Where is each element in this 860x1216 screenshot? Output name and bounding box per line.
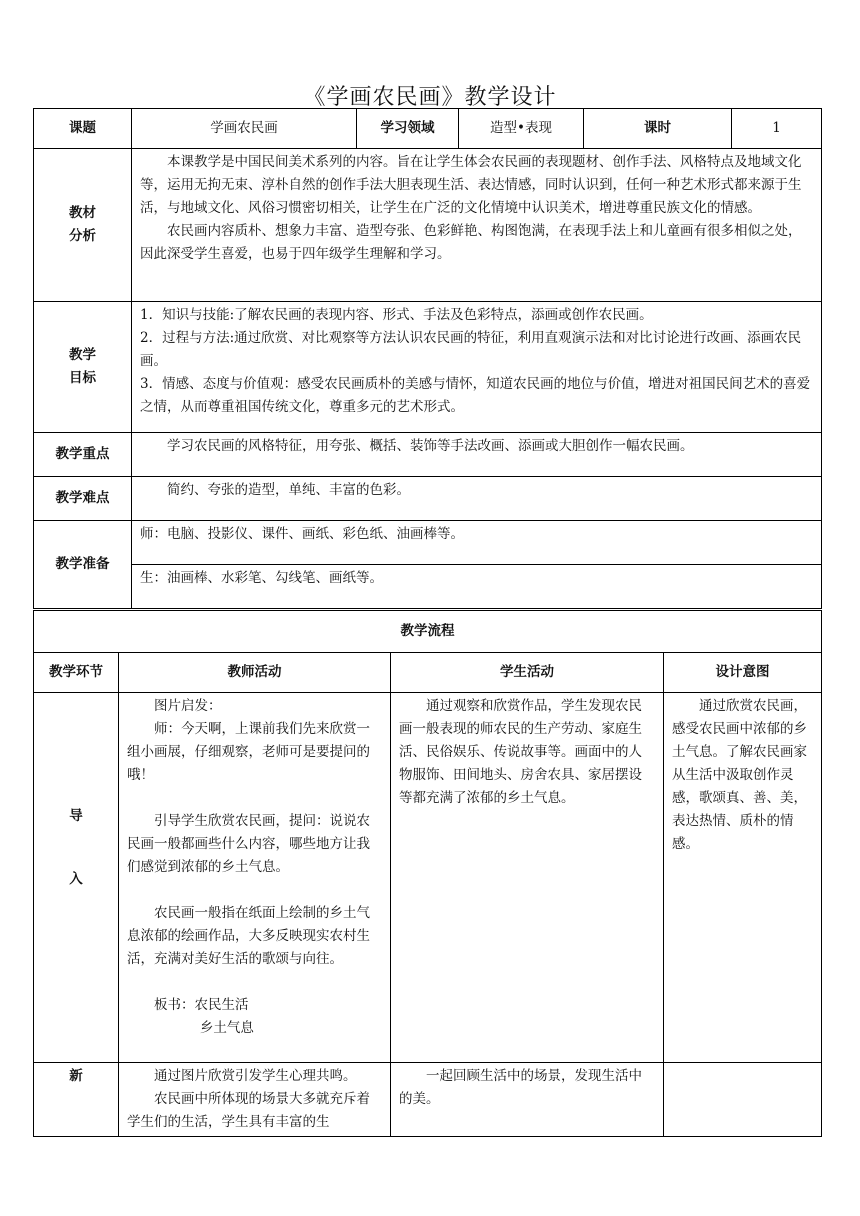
new-teacher-activity: 通过图片欣赏引发学生心理共鸣。 农民画中所体现的场景大多就充斥着学生们的生活，学生具有丰富的生 [119, 1063, 391, 1137]
goal-item: 1．知识与技能:了解农民画的表现内容、形式、手法及色彩特点，添画或创作农民画。 [140, 307, 653, 323]
key-points-content: 学习农民画的风格特征，用夸张、概括、装饰等手法改画、添画或大胆创作一幅农民画。 [132, 433, 822, 477]
lesson-info-table [33, 108, 822, 609]
preparation-teacher: 师：电脑、投影仪、课件、画纸、彩色纸、油画棒等。 [132, 521, 822, 565]
flow-header-teacher: 教师活动 [119, 653, 391, 693]
analysis-paragraph: 农民画内容质朴、想象力丰富、造型夸张、色彩鲜艳、构图饱满，在表现手法上和儿童画有很多相似之处，因此深受学生喜爱，也易于四年级学生理解和学习。 [140, 223, 802, 262]
key-points-label: 教学重点 [34, 433, 132, 477]
goals-content [132, 302, 822, 433]
analysis-paragraph: 本课教学是中国民间美术系列的内容。旨在让学生体会农民画的表现题材、创作手法、风格特点及地域文化等，运用无拘无束、淳朴自然的创作手法大胆表现生活、表达情感，同时认识到，任何一种艺术形式都来源于生活，与地域文化、风俗习惯密切相关，让学生在广泛的文化情境中认识美术，增进尊重民族文化的情感。 [140, 154, 802, 216]
topic-value: 学画农民画 [132, 109, 357, 149]
goal-item: 3．情感、态度与价值观：感受农民画质朴的美感与情怀，知道农民画的地位与价值，增进对祖国民间艺术的喜爱之情，从而尊重祖国传统文化，尊重多元的艺术形式。 [140, 376, 811, 415]
domain-value: 造型•表现 [459, 109, 584, 149]
flow-title: 教学流程 [34, 611, 822, 653]
difficulties-content: 简约、夸张的造型，单纯、丰富的色彩。 [132, 477, 822, 521]
hours-label: 课时 [584, 109, 732, 149]
flow-header-student: 学生活动 [391, 653, 664, 693]
topic-label: 课题 [34, 109, 132, 149]
intro-student-activity: 通过观察和欣赏作品，学生发现农民画一般表现的师农民的生产劳动、家庭生活、民俗娱乐、传说故事等。画面中的人物服饰、田间地头、房舍农具、家居摆设等都充满了浓郁的乡土气息。 [391, 693, 664, 1063]
goal-item: 2．过程与方法:通过欣赏、对比观察等方法认识农民画的特征，利用直观演示法和对比讨论进行改画、添画农民画。 [140, 330, 802, 369]
teaching-flow-table [33, 610, 822, 1137]
stage-new: 新 [34, 1063, 119, 1137]
intro-teacher-activity: 图片启发： 师：今天啊，上课前我们先来欣赏一组小画展，仔细观察，老师可是要提问的哦！ 引导学生欣赏农民画，提问：说说农民画一般都画些什么内容，哪些地方让我们感觉到浓郁的乡土气息。 农民画一般指在纸面上绘制的乡土气息浓郁的绘画作品，大多反映现实农村生活，充满对美好生活的歌颂与向往。 板书：农民生活 乡土气息 [119, 693, 391, 1063]
preparation-student: 生：油画棒、水彩笔、勾线笔、画纸等。 [132, 565, 822, 609]
new-student-activity: 一起回顾生活中的场景，发现生活中的美。 [391, 1063, 664, 1137]
difficulties-label: 教学难点 [34, 477, 132, 521]
stage-intro: 导 入 [34, 693, 119, 1063]
new-design-intent [664, 1063, 822, 1137]
preparation-label: 教学准备 [34, 521, 132, 609]
intro-design-intent: 通过欣赏农民画，感受农民画中浓郁的乡土气息。了解农民画家从生活中汲取创作灵感，歌颂真、善、美，表达热情、质朴的情感。 [664, 693, 822, 1063]
analysis-label: 教材 分析 [34, 149, 132, 302]
flow-header-intent: 设计意图 [664, 653, 822, 693]
domain-label: 学习领域 [357, 109, 459, 149]
hours-value: 1 [732, 109, 822, 149]
flow-header-stage: 教学环节 [34, 653, 119, 693]
page-title: 《学画农民画》教学设计 [303, 85, 557, 110]
analysis-content [132, 149, 822, 302]
goals-label: 教学 目标 [34, 302, 132, 433]
